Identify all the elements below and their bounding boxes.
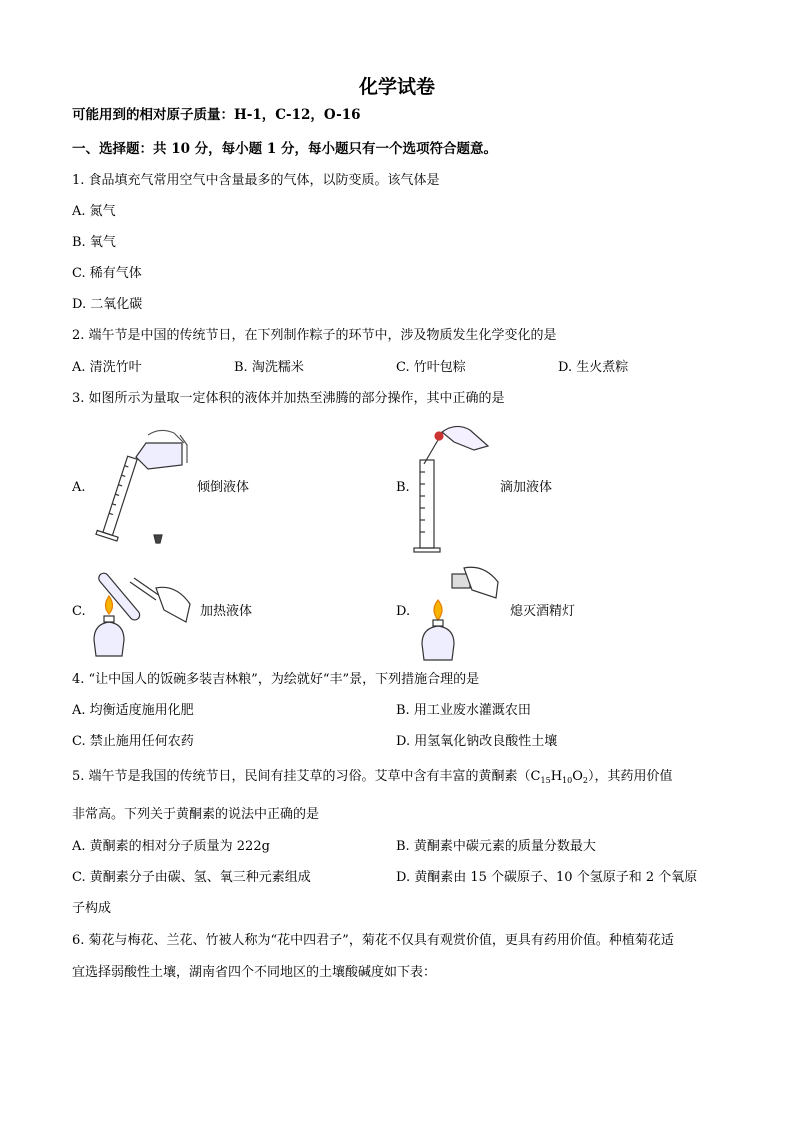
dropping-liquid-figure: [412, 420, 494, 555]
extinguishing-lamp-figure: [414, 562, 502, 664]
question-1-option-c: C. 稀有气体: [72, 266, 142, 281]
pouring-liquid-figure: [88, 425, 188, 550]
question-3-stem: 3. 如图所示为量取一定体积的液体并加热至沸腾的部分操作，其中正确的是: [72, 391, 505, 406]
question-3-option-c-letter: C.: [72, 604, 86, 619]
question-3-option-d-caption: 熄灭酒精灯: [510, 604, 576, 619]
question-6-stem-line1: 6. 菊花与梅花、兰花、竹被人称为“花中四君子”，菊花不仅具有观赏价值，更具有药用价值。种植菊花适: [72, 933, 674, 948]
question-5-option-d-continued: 子构成: [72, 901, 112, 916]
question-3-option-d-letter: D.: [396, 604, 411, 619]
question-1-option-a: A. 氮气: [72, 204, 116, 219]
formula-o: O: [572, 769, 583, 784]
question-2-stem: 2. 端午节是中国的传统节日，在下列制作粽子的环节中，涉及物质发生化学变化的是: [72, 328, 557, 343]
question-3-option-c-caption: 加热液体: [200, 604, 253, 619]
question-1-option-d: D. 二氧化碳: [72, 297, 143, 312]
question-2-option-d: D. 生火煮粽: [558, 360, 629, 375]
question-3-option-a-caption: 倾倒液体: [197, 480, 250, 495]
heating-liquid-figure: [86, 560, 196, 665]
question-4-option-c: C. 禁止施用任何农药: [72, 734, 194, 749]
question-5-stem-part1: 5. 端午节是我国的传统节日，民间有挂艾草的习俗。艾草中含有丰富的黄酮素（: [72, 769, 531, 784]
formula-c: C: [530, 769, 541, 784]
question-5-option-c: C. 黄酮素分子由碳、氢、氧三种元素组成: [72, 870, 311, 885]
formula-h: H: [550, 769, 563, 784]
question-1-option-b: B. 氧气: [72, 235, 116, 250]
question-5-stem-part2: ），其药用价值: [587, 769, 673, 784]
question-2-option-c: C. 竹叶包粽: [396, 360, 466, 375]
question-4-option-d: D. 用氢氧化钠改良酸性土壤: [396, 734, 558, 749]
question-3-option-b-letter: B.: [396, 480, 410, 495]
question-5-option-a: A. 黄酮素的相对分子质量为 222g: [72, 839, 270, 854]
formula-c-count: 15: [540, 776, 551, 785]
question-3-option-a-letter: A.: [72, 480, 86, 495]
question-4-option-a: A. 均衡适度施用化肥: [72, 703, 194, 718]
question-5-stem: [72, 769, 673, 789]
question-2-option-a: A. 清洗竹叶: [72, 360, 142, 375]
question-5-option-d: D. 黄酮素由 15 个碳原子、10 个氢原子和 2 个氧原: [396, 870, 698, 885]
question-5-option-b: B. 黄酮素中碳元素的质量分数最大: [396, 839, 596, 854]
question-6-stem-line2: 宜选择弱酸性土壤，湖南省四个不同地区的土壤酸碱度如下表：: [72, 965, 437, 980]
atomic-mass-note: 可能用到的相对原子质量：H-1，C-12，O-16: [72, 107, 361, 123]
question-4-option-b: B. 用工业废水灌溉农田: [396, 703, 531, 718]
formula-o-count: 2: [582, 776, 588, 785]
question-2-option-b: B. 淘洗糯米: [234, 360, 304, 375]
question-3-option-b-caption: 滴加液体: [500, 480, 553, 495]
section-heading: 一、选择题：共 10 分，每小题 1 分，每小题只有一个选项符合题意。: [72, 141, 497, 157]
question-1-stem: 1. 食品填充气常用空气中含量最多的气体，以防变质。该气体是: [72, 173, 440, 188]
question-4-stem: 4. “让中国人的饭碗多装吉林粮”，为绘就好“丰”景，下列措施合理的是: [72, 672, 480, 687]
chemical-formula: [531, 769, 588, 784]
page-title: 化学试卷: [358, 76, 435, 98]
formula-h-count: 10: [562, 776, 573, 785]
question-5-stem-line2: 非常高。下列关于黄酮素的说法中正确的是: [72, 807, 320, 822]
